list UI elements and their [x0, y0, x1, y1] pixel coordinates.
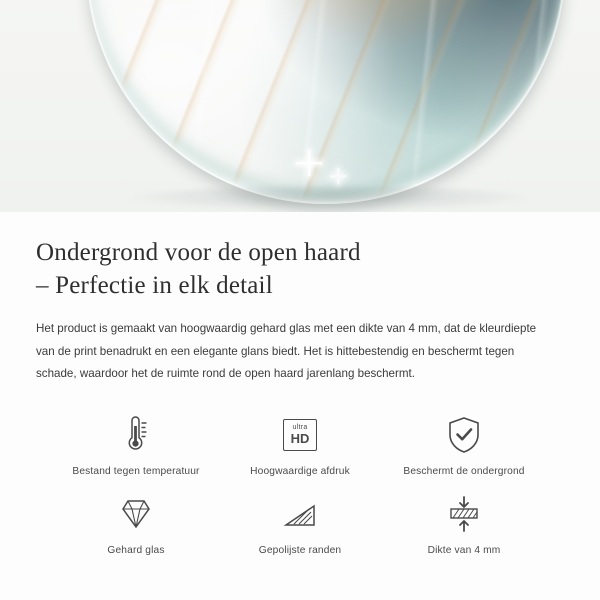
plate-drop-shadow [120, 186, 540, 212]
feature-item-polished-edges [218, 491, 382, 556]
feature-item-thickness [382, 491, 546, 556]
feature-item-temperature [54, 412, 218, 477]
feature-label: Gehard glas [107, 544, 165, 556]
shield-check-icon [446, 412, 482, 458]
body-paragraph: Het product is gemaakt van hoogwaardig gehard glas met een dikte van 4 mm, dat de kleurdiepte van de print benadrukt en een elegante glans biedt. Het is hittebestendig en beschermt tegen schade, waardoor het de ruimte rond de open haard jarenlang beschermt. [36, 322, 537, 381]
polished-edges-icon [280, 491, 320, 537]
page-title-line-2: – Perfectie in elk detail [36, 272, 273, 299]
feature-label: Dikte van 4 mm [427, 544, 501, 556]
page-title-line-1: Ondergrond voor de open haard [36, 239, 361, 266]
ultra-hd-badge-bottom: HD [290, 431, 310, 447]
glass-plate-graphic [86, 0, 566, 204]
ultra-hd-icon [283, 412, 317, 458]
feature-label: Bestand tegen temperatuur [72, 465, 200, 477]
thermometer-icon [119, 412, 153, 458]
feature-item-tempered-glass [54, 491, 218, 556]
feature-label: Beschermt de ondergrond [403, 465, 525, 477]
feature-grid [36, 412, 564, 556]
feature-item-surface-protection [382, 412, 546, 477]
ultra-hd-badge-top: ultra [292, 424, 308, 432]
feature-label: Hoogwaardige afdruk [250, 465, 350, 477]
thickness-4mm-icon [444, 491, 484, 537]
text-content [0, 212, 600, 556]
diamond-icon [116, 491, 156, 537]
hero-image [0, 0, 600, 212]
feature-item-print-quality [218, 412, 382, 477]
page-title [36, 236, 564, 302]
feature-label: Gepolijste randen [258, 544, 342, 556]
